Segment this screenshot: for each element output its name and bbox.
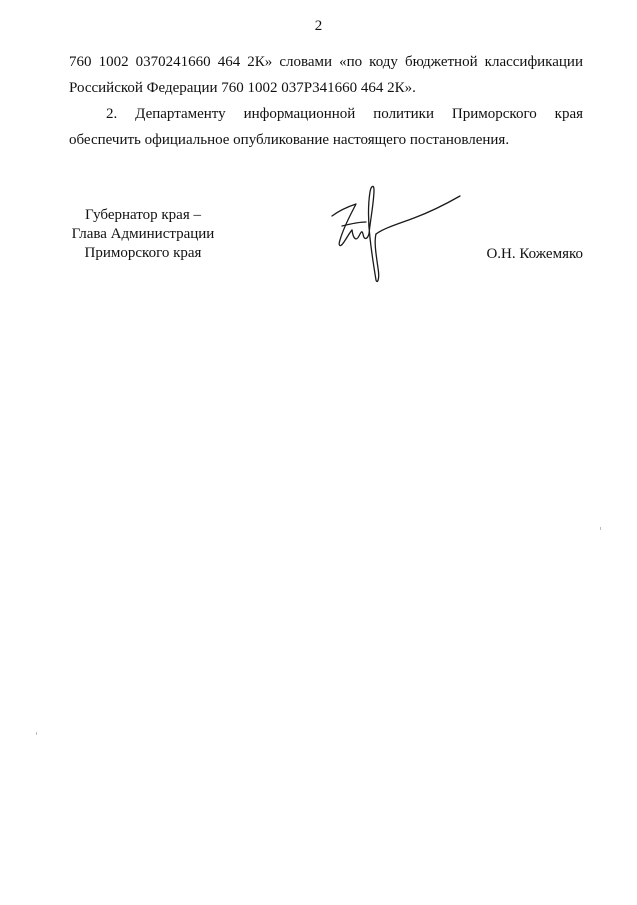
- paragraph-line: Российской Федерации 760 1002 037Р341660 464 2К».: [69, 80, 416, 96]
- signatory-title-line: Губернатор края –: [85, 207, 201, 223]
- paragraph-line: обеспечить официальное опубликование настоящего постановления.: [69, 132, 510, 148]
- paragraph-publication: [69, 101, 583, 153]
- paragraph-line: 760 1002 0370241660 464 2К» словами «по коду бюджетной классификации: [69, 54, 583, 70]
- paragraph-budget-code: [69, 49, 583, 101]
- signatory-title: [54, 206, 232, 263]
- scan-speck: [36, 732, 37, 735]
- signatory-title-line: Глава Администрации: [71, 226, 215, 242]
- paragraph-line: 2. Департаменту информационной политики Приморского края: [106, 106, 583, 122]
- scan-speck: [600, 527, 601, 530]
- signatory-name: О.Н. Кожемяко: [486, 246, 583, 262]
- signatory-title-line: Приморского края: [84, 245, 202, 261]
- handwritten-signature: [322, 182, 464, 286]
- page-number: 2: [314, 18, 323, 34]
